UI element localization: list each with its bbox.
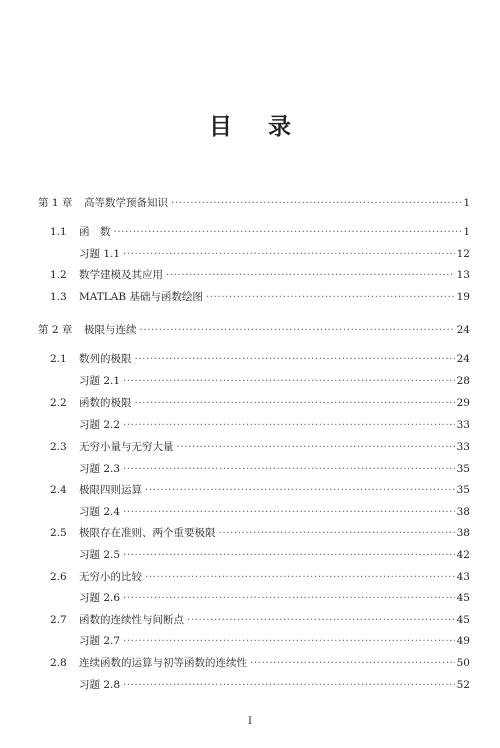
leader-dots bbox=[123, 548, 455, 562]
entry-number: 第 1 章 bbox=[38, 197, 73, 209]
leader-dots bbox=[123, 591, 455, 605]
entry-page: 43 bbox=[456, 571, 470, 583]
toc-entry-section[interactable] bbox=[50, 225, 470, 239]
entry-label: 高等数学预备知识 bbox=[84, 197, 168, 209]
entry-page: 45 bbox=[456, 614, 470, 626]
entry-number: 1.2 bbox=[50, 269, 67, 281]
entry-number: 2.6 bbox=[50, 571, 67, 583]
toc-entry-section[interactable] bbox=[50, 352, 470, 366]
entry-page: 13 bbox=[456, 269, 470, 281]
entry-label: 习题 2.3 bbox=[79, 463, 121, 475]
leader-dots bbox=[123, 462, 455, 476]
toc-entry-section[interactable] bbox=[50, 483, 470, 497]
entry-page: 12 bbox=[456, 248, 470, 260]
entry-label: 无穷小量与无穷大量 bbox=[79, 441, 174, 453]
entry-label: 习题 2.5 bbox=[79, 549, 121, 561]
leader-dots bbox=[145, 483, 455, 497]
entry-page: 24 bbox=[456, 324, 470, 336]
leader-dots bbox=[123, 418, 455, 432]
toc-entry-exercise[interactable] bbox=[79, 418, 470, 432]
entry-page: 33 bbox=[456, 419, 470, 431]
leader-dots bbox=[135, 396, 455, 410]
entry-label: 极限与连续 bbox=[84, 324, 137, 336]
leader-dots bbox=[145, 570, 455, 584]
entry-label: 连续函数的运算与初等函数的连续性 bbox=[79, 657, 247, 669]
leader-dots bbox=[171, 196, 461, 210]
toc-entry-section[interactable] bbox=[50, 396, 470, 410]
entry-label: 函数的连续性与间断点 bbox=[79, 614, 184, 626]
leader-dots bbox=[123, 634, 455, 648]
toc-entry-exercise[interactable] bbox=[79, 678, 470, 692]
entry-number: 2.5 bbox=[50, 527, 67, 539]
entry-label: 无穷小的比较 bbox=[79, 571, 142, 583]
leader-dots bbox=[114, 225, 462, 239]
entry-page: 29 bbox=[456, 397, 470, 409]
toc-entry-exercise[interactable] bbox=[79, 505, 470, 519]
entry-label: MATLAB 基础与函数绘图 bbox=[79, 291, 203, 303]
entry-number: 1.1 bbox=[50, 226, 67, 238]
toc-entry-section[interactable] bbox=[50, 656, 470, 670]
entry-page: 49 bbox=[456, 635, 470, 647]
leader-dots bbox=[219, 526, 455, 540]
entry-page: 38 bbox=[456, 506, 470, 518]
leader-dots bbox=[166, 268, 455, 282]
entry-label: 数学建模及其应用 bbox=[79, 269, 163, 281]
entry-number: 2.7 bbox=[50, 614, 67, 626]
entry-page: 38 bbox=[456, 527, 470, 539]
entry-number: 1.3 bbox=[50, 291, 67, 303]
toc-entry-section[interactable] bbox=[50, 526, 470, 540]
entry-number: 第 2 章 bbox=[38, 324, 73, 336]
entry-label: 函数的极限 bbox=[79, 397, 132, 409]
entry-label: 习题 1.1 bbox=[79, 248, 121, 260]
leader-dots bbox=[250, 656, 455, 670]
entry-page: 42 bbox=[456, 549, 470, 561]
entry-page: 50 bbox=[456, 657, 470, 669]
leader-dots bbox=[187, 613, 455, 627]
entry-page: 33 bbox=[456, 441, 470, 453]
entry-page: 1 bbox=[463, 197, 470, 209]
toc-entry-chapter-2[interactable] bbox=[38, 323, 470, 337]
entry-page: 45 bbox=[456, 592, 470, 604]
entry-page: 35 bbox=[456, 463, 470, 475]
entry-page: 19 bbox=[456, 291, 470, 303]
entry-label: 习题 2.8 bbox=[79, 679, 121, 691]
entry-label: 习题 2.7 bbox=[79, 635, 121, 647]
entry-label: 极限存在准则、两个重要极限 bbox=[79, 527, 216, 539]
toc-entry-chapter-1[interactable] bbox=[38, 196, 470, 210]
entry-number: 2.2 bbox=[50, 397, 67, 409]
toc-entry-section[interactable] bbox=[50, 570, 470, 584]
entry-label: 习题 2.2 bbox=[79, 419, 121, 431]
leader-dots bbox=[135, 352, 455, 366]
toc-entry-exercise[interactable] bbox=[79, 247, 470, 261]
entry-page: 28 bbox=[456, 375, 470, 387]
leader-dots bbox=[177, 440, 455, 454]
entry-label: 习题 2.4 bbox=[79, 506, 121, 518]
entry-label: 函 数 bbox=[79, 226, 111, 238]
toc-entry-section[interactable] bbox=[50, 613, 470, 627]
entry-page: 1 bbox=[463, 226, 470, 238]
entry-number: 2.3 bbox=[50, 441, 67, 453]
leader-dots bbox=[206, 290, 455, 304]
entry-label: 习题 2.1 bbox=[79, 375, 121, 387]
entry-page: 35 bbox=[456, 484, 470, 496]
leader-dots bbox=[123, 374, 455, 388]
page-number: I bbox=[248, 716, 252, 727]
toc-entry-section[interactable] bbox=[50, 268, 470, 282]
entry-label: 数列的极限 bbox=[79, 353, 132, 365]
leader-dots bbox=[140, 323, 455, 337]
toc-entry-section[interactable] bbox=[50, 440, 470, 454]
toc-entry-exercise[interactable] bbox=[79, 591, 470, 605]
toc-entry-exercise[interactable] bbox=[79, 374, 470, 388]
leader-dots bbox=[123, 678, 455, 692]
entry-label: 极限四则运算 bbox=[79, 484, 142, 496]
toc-entry-exercise[interactable] bbox=[79, 462, 470, 476]
entry-number: 2.8 bbox=[50, 657, 67, 669]
toc-entry-exercise[interactable] bbox=[79, 634, 470, 648]
leader-dots bbox=[123, 247, 455, 261]
entry-number: 2.1 bbox=[50, 353, 67, 365]
entry-number: 2.4 bbox=[50, 484, 67, 496]
entry-page: 52 bbox=[456, 679, 470, 691]
leader-dots bbox=[123, 505, 455, 519]
page-title: 目 录 bbox=[208, 114, 305, 140]
toc-entry-section[interactable] bbox=[50, 290, 470, 304]
entry-label: 习题 2.6 bbox=[79, 592, 121, 604]
entry-page: 24 bbox=[456, 353, 470, 365]
toc-entry-exercise[interactable] bbox=[79, 548, 470, 562]
